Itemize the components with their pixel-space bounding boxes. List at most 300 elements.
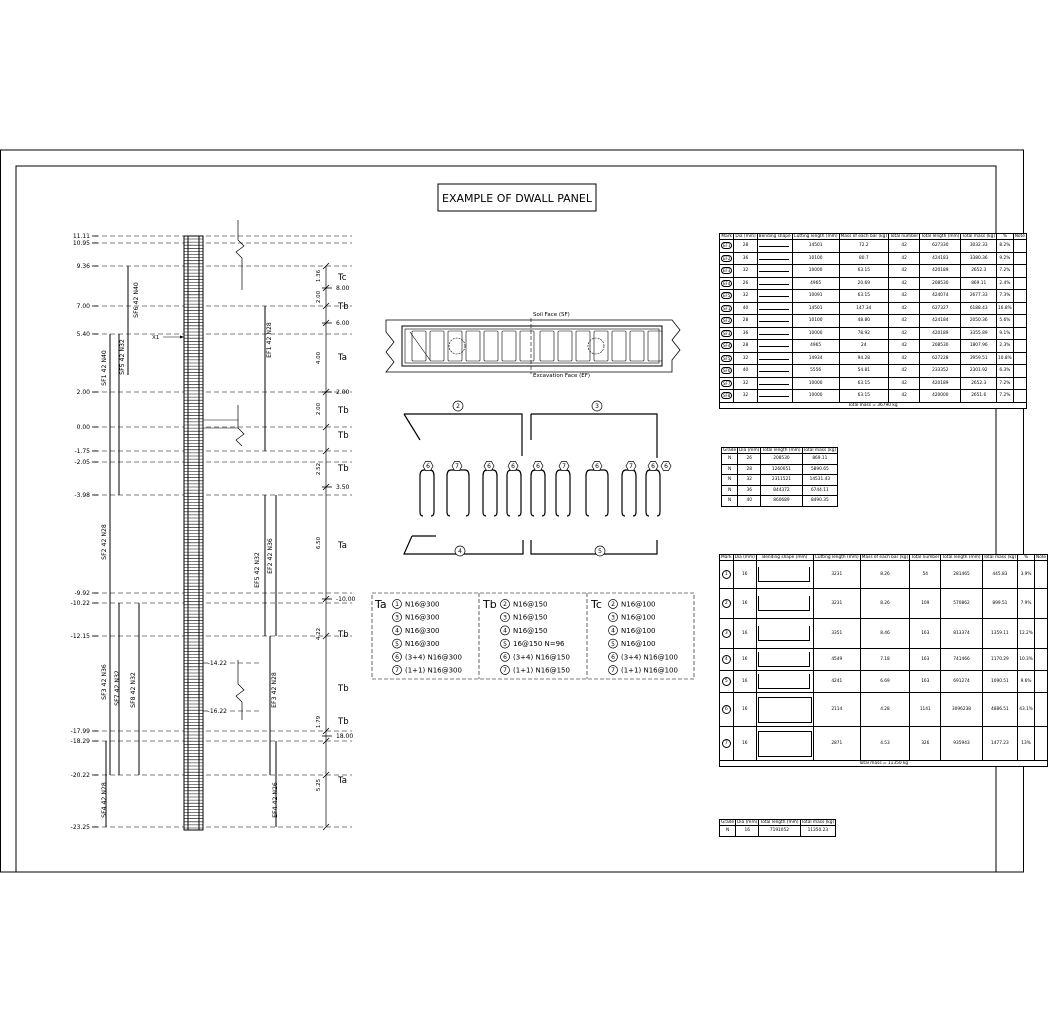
table-row (720, 619, 1048, 649)
table-cell: 42 (901, 343, 907, 349)
table-cell: 42 (901, 255, 907, 261)
table-header: Total length (mm) (760, 820, 799, 825)
table-cell: 78.92 (857, 330, 870, 336)
table-cell: 3355.89 (969, 330, 988, 336)
level-label: -20.22 (70, 772, 90, 779)
zone-type: Tb (338, 717, 349, 727)
bar-marker (559, 462, 569, 471)
bar-mark: 2 (722, 599, 731, 608)
table-row (720, 671, 1048, 693)
table-cell: 42 (901, 330, 907, 336)
main-bar-schedule (719, 233, 1027, 409)
table-header: Mass of each bar (kg) (840, 234, 888, 239)
table-header: Bending shape (758, 234, 791, 239)
bending-shape (757, 265, 792, 278)
svg-text:7: 7 (562, 463, 566, 470)
table-cell: 42 (901, 393, 907, 399)
table-cell: 3959.51 (969, 355, 988, 361)
table-cell: 3231 (831, 572, 843, 577)
table-header: Total number (911, 555, 940, 560)
level-label: 7.00 (76, 303, 90, 310)
level-label: -9.92 (74, 590, 90, 597)
bending-shape (756, 649, 813, 671)
bar-marker (533, 462, 543, 471)
zone-type-labels (337, 273, 349, 786)
bar-marker (452, 462, 462, 471)
zone-dim: 4.22 (316, 627, 322, 641)
svg-text:3: 3 (395, 614, 399, 622)
schedule-item: (1+1) N16@150 (513, 666, 570, 675)
svg-text:6: 6 (595, 463, 599, 470)
table-cell: N (727, 456, 732, 462)
bar-mark: 7 (722, 739, 731, 748)
table-cell: 28 (746, 466, 752, 472)
bending-shape (757, 277, 792, 290)
table-cell: 2301.92 (969, 368, 988, 374)
table-cell: 3380.36 (969, 255, 988, 261)
table-cell: 10.3% (1019, 657, 1033, 662)
table-header: Dia (mm) (734, 555, 755, 560)
svg-text:3: 3 (611, 614, 615, 622)
table-cell: 420189 (932, 380, 949, 386)
schedule-item: N16@150 (513, 626, 548, 635)
bar-mark: SF4 (723, 343, 731, 349)
zone-type: Tb (338, 431, 349, 441)
table-header: Mark (721, 234, 732, 239)
table-cell: 6744.11 (810, 487, 829, 493)
table-cell: 424183 (932, 255, 949, 261)
table-cell: 445.83 (992, 572, 1008, 577)
level-label: 2.00 (76, 389, 90, 396)
reinforcement-cage (184, 236, 203, 830)
svg-text:4: 4 (395, 627, 399, 635)
bar-mark: EF3 (723, 268, 731, 274)
table3-total: Total mass = 11350 kg (720, 761, 1048, 767)
svg-text:4: 4 (458, 548, 462, 555)
table-cell: 26 (746, 456, 752, 462)
bar-label: SF8 42 N32 (130, 672, 137, 708)
svg-text:6: 6 (611, 654, 615, 661)
bar-mark: EF5 (723, 293, 731, 299)
table-cell: 24 (861, 343, 867, 349)
table-cell: 4549 (831, 657, 843, 662)
table-row (722, 496, 838, 507)
table-header: Total mass (kg) (801, 820, 835, 825)
tie-schedule (372, 593, 694, 679)
level-label: 11.11 (72, 233, 90, 240)
table-header: Dia (mm) (737, 820, 758, 825)
bar-label: SF3 42 N36 (101, 664, 108, 700)
table-row (720, 277, 1027, 290)
table-cell: 43.1% (1019, 707, 1033, 712)
table-cell: 72.2 (859, 243, 869, 249)
table-cell: 627327 (932, 305, 949, 311)
table-cell: 32 (742, 355, 749, 361)
bar-mark: SF7 (723, 380, 731, 386)
bar-marker (648, 462, 658, 471)
table-cell: 4965 (810, 343, 822, 349)
bar-shapes (404, 414, 660, 554)
bending-shape (757, 365, 792, 378)
table1-total: Total mass = 36790 kg (720, 402, 1027, 408)
table-cell: 5.6% (999, 318, 1011, 324)
table-cell: 20.69 (857, 280, 870, 286)
table-cell: 1170.29 (991, 657, 1009, 662)
svg-text:6: 6 (536, 463, 540, 470)
table-row (720, 727, 1048, 761)
bending-shape (757, 352, 792, 365)
table-cell: 420189 (932, 330, 949, 336)
table-cell: 570862 (953, 601, 970, 606)
tie-bar-summary (719, 819, 836, 837)
table-cell: 5556 (810, 368, 822, 374)
bar-marker (484, 462, 494, 471)
table-cell: 16 (741, 679, 748, 684)
table-cell: 10.8% (998, 355, 1012, 361)
table-row (720, 252, 1027, 265)
table-row (720, 561, 1048, 589)
svg-text:6: 6 (395, 654, 399, 661)
table-cell: 7.9% (1020, 601, 1032, 606)
bar-mark: SF2 (723, 318, 731, 324)
table-cell: 2652.3 (971, 380, 987, 386)
table-cell: 1090.51 (991, 679, 1009, 684)
bar-shape-3 (531, 414, 657, 458)
table-cell: 208530 (773, 456, 790, 462)
bending-shape (756, 589, 813, 619)
table-cell: 54 (922, 572, 929, 577)
schedule-ta (374, 598, 462, 675)
table-header: Mass of each bar (kg) (861, 555, 909, 560)
bar-mark: SF3 (723, 330, 731, 336)
svg-text:6: 6 (651, 463, 655, 470)
bar-mark: SF6 (723, 368, 731, 374)
table-cell: N (727, 487, 732, 493)
table-cell: 40 (742, 368, 749, 374)
table-header: Total mass (kg) (962, 234, 996, 239)
table-cell: 2.4% (999, 280, 1011, 286)
table-cell: 4.53 (880, 741, 890, 746)
table-cell: 42 (901, 368, 907, 374)
bar-label: EF3 42 N28 (271, 672, 278, 708)
table-cell: 12.2% (1019, 631, 1033, 636)
table-cell: 40 (742, 305, 749, 311)
table-cell: 14501 (808, 305, 823, 311)
table-header: Grade (721, 820, 735, 825)
right-level-label: 3.50 (336, 484, 350, 491)
table-cell: 63.15 (857, 393, 870, 399)
table-header: Bending shape (mm) (762, 555, 808, 560)
table-header: % (1024, 555, 1029, 560)
table-cell: 16 (741, 631, 748, 636)
bar-label: SF5 42 N32 (119, 339, 126, 375)
table-row (720, 327, 1027, 340)
level-label: -12.15 (70, 633, 90, 640)
table-cell: N (727, 498, 732, 504)
table-row (720, 589, 1048, 619)
table-cell: 1260051 (771, 466, 791, 472)
table-cell: 1141 (919, 707, 931, 712)
bending-shape (756, 727, 813, 761)
table-cell: 42 (901, 268, 907, 274)
table-cell: 7.2% (999, 268, 1011, 274)
bar-marker (595, 546, 605, 556)
stirrup (420, 470, 434, 516)
table-cell: 627228 (932, 355, 949, 361)
table-cell: 10000 (808, 393, 823, 399)
table-cell: 420000 (932, 393, 949, 399)
table-cell: 8.26 (880, 572, 890, 577)
table-header: Note (1014, 234, 1025, 239)
table-header: Total mass (kg) (983, 555, 1017, 560)
table-row (720, 377, 1027, 390)
table-cell: 7191052 (769, 828, 789, 834)
svg-text:2: 2 (456, 403, 460, 410)
soil-face-label: Soil Face (SF) (533, 312, 570, 318)
break-mark-mid (236, 405, 244, 446)
table-cell: 627330 (932, 243, 949, 249)
table-cell: 8.26 (880, 601, 890, 606)
table-row (720, 649, 1048, 671)
bar-mark: 5 (722, 677, 731, 686)
schedule-item: (3+4) N16@300 (405, 653, 462, 662)
table-cell: 3.9% (1020, 572, 1032, 577)
table-cell: 6.3% (999, 368, 1011, 374)
inner-level-label: -16.22 (207, 708, 227, 715)
table-cell: 32 (742, 393, 749, 399)
table-cell: 844372 (773, 487, 790, 493)
bar-shape-5 (531, 540, 657, 554)
schedule-item: 16@150 N=96 (513, 640, 565, 649)
table-cell: 16 (741, 601, 748, 606)
table-cell: 14531.43 (809, 477, 831, 483)
schedule-item: N16@150 (513, 600, 548, 609)
table-row (720, 290, 1027, 303)
table-cell: 5890.65 (810, 466, 829, 472)
bending-shape (757, 390, 792, 403)
table-cell: 28 (742, 243, 749, 249)
svg-text:6: 6 (511, 463, 515, 470)
table-cell: 3351 (831, 631, 843, 636)
zone-dim: 5.25 (316, 778, 322, 792)
bar-label: SF7 42 N32 (114, 670, 121, 706)
bar-marker (626, 462, 636, 471)
table-header: Cutting length (mm) (793, 234, 838, 239)
stirrup (531, 470, 545, 516)
table-cell: 9.2% (999, 255, 1011, 261)
svg-text:2: 2 (503, 601, 507, 609)
schedule-item: N16@300 (405, 626, 440, 635)
table-cell: 10000 (808, 268, 823, 274)
table-cell: 13% (1021, 741, 1031, 746)
table-cell: 42 (901, 243, 907, 249)
table-row (720, 302, 1027, 315)
table-cell: 7.2% (999, 380, 1011, 386)
table-cell: 691274 (953, 679, 970, 684)
table-row (720, 826, 836, 837)
table-cell: 7.18 (880, 657, 890, 662)
schedule-tc (590, 598, 678, 675)
table-cell: 26 (742, 280, 749, 286)
page-title: EXAMPLE OF DWALL PANEL (442, 192, 592, 205)
table-cell: 42 (901, 305, 907, 311)
zone-dim: 2.52 (316, 462, 322, 476)
table-cell: 163 (921, 657, 930, 662)
zone-type: Tb (338, 684, 349, 694)
bending-shape (757, 290, 792, 303)
table-cell: 2114 (831, 707, 843, 712)
schedule-item: (3+4) N16@100 (621, 653, 678, 662)
table-cell: 40 (746, 498, 752, 504)
table-row (720, 315, 1027, 328)
bar-marker (592, 401, 602, 411)
table-cell: 36 (742, 330, 749, 336)
level-label: -3.98 (74, 492, 90, 499)
table-cell: 208530 (932, 343, 949, 349)
right-level-label: 2.00 (336, 389, 350, 396)
table-cell: 2871 (831, 741, 843, 746)
table-cell: 1807.96 (969, 343, 988, 349)
bending-shape (757, 240, 792, 253)
zone-dimensions (316, 269, 322, 791)
table-row (720, 340, 1027, 353)
table-cell: 63.15 (857, 380, 870, 386)
table-header: Dia (mm) (739, 448, 760, 453)
svg-text:7: 7 (629, 463, 633, 470)
table-row (720, 352, 1027, 365)
bending-shape (757, 377, 792, 390)
title-block (438, 184, 596, 211)
level-label: -10.22 (70, 600, 90, 607)
table-cell: 1359.11 (991, 631, 1009, 636)
svg-text:7: 7 (395, 667, 399, 675)
stirrup (556, 470, 570, 516)
table-cell: 8490.35 (810, 498, 829, 504)
svg-text:4: 4 (503, 627, 507, 635)
schedule-item: N16@100 (621, 640, 656, 649)
table-cell: 2050.36 (969, 318, 988, 324)
table-header: Total length (mm) (921, 234, 960, 239)
bar-mark: EF1 (723, 243, 731, 249)
bar-mark: 1 (722, 570, 731, 579)
table-cell: 3231 (831, 601, 843, 606)
schedule-tb (482, 598, 570, 675)
level-label: 10.95 (72, 240, 90, 247)
table-row (722, 485, 838, 496)
zone-dim: 1.36 (316, 269, 322, 283)
table-cell: 9.6% (1020, 679, 1032, 684)
bar-mark: SF5 (723, 355, 731, 361)
wall-elevation (71, 220, 356, 831)
schedule-item: N16@100 (621, 600, 656, 609)
schedule-item: N16@150 (513, 613, 548, 622)
table-cell: 32 (742, 380, 749, 386)
left-level-labels (71, 233, 98, 831)
table-cell: N (725, 828, 730, 834)
table-cell: 8.46 (880, 631, 890, 636)
table-cell: 32 (742, 268, 749, 274)
bar-label: EF4 42 N26 (272, 782, 279, 818)
table-cell: 2.3% (999, 343, 1011, 349)
right-level-label: -10.00 (336, 596, 356, 603)
svg-text:3: 3 (503, 614, 507, 622)
schedule-item: N16@100 (621, 613, 656, 622)
table-cell: 10100 (808, 318, 823, 324)
bar-mark: EF2 (723, 255, 731, 261)
excavation-face-label: Excavation Face (EF) (533, 373, 591, 379)
table-cell: 36 (746, 487, 752, 493)
zone-type: Ta (338, 776, 347, 786)
table-cell: 813374 (953, 631, 970, 636)
table-cell: 32 (742, 293, 749, 299)
svg-text:5: 5 (503, 640, 507, 648)
table-cell: 163 (921, 679, 930, 684)
bar-label: SF4 42 N28 (101, 782, 108, 818)
table-cell: 28 (742, 343, 749, 349)
table-cell: 109 (921, 601, 930, 606)
right-level-label: 8.00 (336, 285, 350, 292)
table-cell: 6.69 (880, 679, 890, 684)
table-cell: 4241 (831, 679, 843, 684)
bar-label: SF2 42 N28 (101, 524, 108, 560)
table-cell: 42 (901, 280, 907, 286)
tie-bar-schedule (719, 554, 1048, 767)
table-row (720, 365, 1027, 378)
table-cell: 80.7 (859, 255, 869, 261)
bending-shape (757, 340, 792, 353)
stirrup (483, 470, 497, 516)
svg-text:1: 1 (395, 601, 399, 609)
svg-text:2: 2 (611, 601, 615, 609)
table-cell: 3032.33 (969, 243, 988, 249)
bar-markers (423, 401, 671, 556)
table-cell: 3096238 (951, 707, 972, 712)
level-label: -2.05 (74, 459, 90, 466)
zone-dim: 4.00 (316, 351, 322, 365)
level-label: -18.29 (70, 738, 90, 745)
table-cell: N (727, 466, 732, 472)
bar-marker (661, 462, 671, 471)
table-cell: 8.2% (999, 243, 1011, 249)
table-header: Cutting length (mm) (814, 555, 859, 560)
svg-text:5: 5 (395, 640, 399, 648)
zone-type: Ta (338, 541, 347, 551)
table-cell: N (727, 477, 732, 483)
stirrup (447, 470, 469, 516)
bar-label: EF2 42 N36 (267, 538, 274, 574)
table-cell: 16 (741, 707, 748, 712)
table-cell: 11350.23 (807, 828, 829, 834)
table-header: Note (1035, 555, 1047, 560)
schedule-zone: Ta (375, 598, 387, 611)
stirrup (622, 470, 636, 516)
schedule-item: N16@300 (405, 613, 440, 622)
table-cell: 4.28 (880, 707, 890, 712)
zone-dim: 2.00 (316, 290, 322, 304)
bar-mark: SF1 (723, 305, 731, 311)
bending-shape (757, 302, 792, 315)
table-cell: 860689 (773, 498, 790, 504)
bar-marker (508, 462, 518, 471)
table-cell: 42 (901, 293, 907, 299)
table-cell: 7.2% (999, 393, 1011, 399)
table-header: Grade (723, 448, 737, 453)
svg-text:6: 6 (503, 654, 507, 661)
svg-text:7: 7 (455, 463, 459, 470)
table-row (722, 454, 838, 465)
table-cell: 10000 (808, 330, 823, 336)
table-cell: 424074 (932, 293, 949, 299)
